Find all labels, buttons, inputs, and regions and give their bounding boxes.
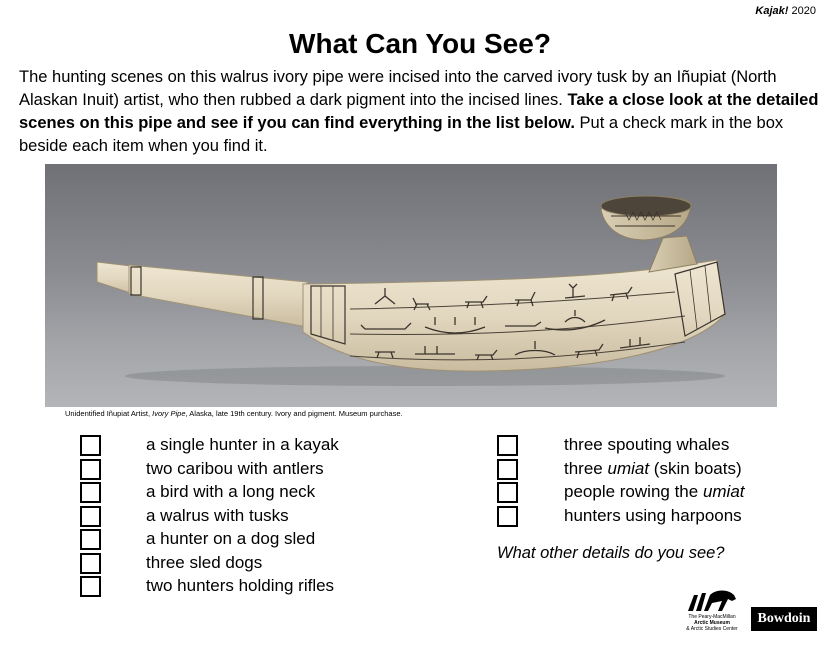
caption-details: , Alaska, late 19th century. Ivory and pigment. Museum purchase. <box>185 409 403 418</box>
checklist-item[interactable] <box>80 434 380 458</box>
checklist-item-label: a bird with a long neck <box>146 482 316 501</box>
checklist-item-label: three sled dogs <box>146 552 263 572</box>
museum-name-line: Arctic Museum <box>694 620 730 626</box>
checklist-item[interactable] <box>80 552 380 576</box>
checkbox[interactable] <box>497 435 518 456</box>
checklist-item[interactable] <box>497 481 797 505</box>
checklist-item-label: three spouting whales <box>564 435 730 454</box>
intro-directions: Put a check mark in the box beside each item when you find it. <box>19 114 784 155</box>
photo-caption <box>65 409 403 419</box>
museum-name <box>672 614 752 632</box>
checklist-item-label: two hunters holding rifles <box>146 576 335 595</box>
checklist-item[interactable] <box>80 458 380 482</box>
checklist-item[interactable] <box>497 434 797 458</box>
intro-paragraph <box>19 66 829 158</box>
checkbox[interactable] <box>80 576 101 597</box>
checklist-item[interactable] <box>80 505 380 529</box>
ivory-pipe-illustration <box>45 164 777 407</box>
checklist-item-label: two caribou with antlers <box>146 458 324 478</box>
label-em: umiat <box>607 458 650 478</box>
page-title: What Can You See? <box>289 28 551 59</box>
caption-artist: Unidentified Iñupiat Artist, <box>65 409 151 418</box>
brand-label: Kajak! <box>755 5 789 17</box>
label-pre: people rowing the <box>564 482 703 501</box>
label-post: (skin boats) <box>649 458 742 478</box>
header-tag <box>755 4 816 18</box>
checkbox[interactable] <box>497 459 518 480</box>
other-details-prompt: What other details do you see? <box>497 544 725 562</box>
checkbox[interactable] <box>80 506 101 527</box>
intro-instruction: Take a close look at the detailed scenes on this pipe and see if you can find everything in the list below. <box>19 91 819 132</box>
checklist-left <box>80 434 380 599</box>
museum-name-line: & Arctic Studies Center <box>686 626 738 632</box>
checkbox[interactable] <box>80 435 101 456</box>
checklist-item-label: hunters using harpoons <box>564 505 742 525</box>
checklist-item[interactable] <box>80 528 380 552</box>
year-label: 2020 <box>791 5 816 17</box>
label-pre: three <box>564 458 608 478</box>
checklist-item-label <box>564 481 745 502</box>
checklist-item[interactable] <box>80 481 380 505</box>
checklist-item-label: a hunter on a dog sled <box>146 529 316 548</box>
checklist-item-label <box>564 458 742 479</box>
checkbox[interactable] <box>80 482 101 503</box>
checkbox[interactable] <box>497 482 518 503</box>
checklist-item[interactable] <box>497 505 797 529</box>
checkbox[interactable] <box>80 529 101 550</box>
ivory-pipe-photo <box>45 164 777 407</box>
caption-title: Ivory Pipe <box>152 409 186 418</box>
checkbox[interactable] <box>80 459 101 480</box>
checklist-item-label: a single hunter in a kayak <box>146 435 339 454</box>
checkbox[interactable] <box>497 506 518 527</box>
museum-name-line: The Peary-MacMillan <box>688 614 736 620</box>
polar-bear-icon <box>682 585 742 615</box>
bowdoin-logo: Bowdoin <box>751 607 817 631</box>
intro-text: The hunting scenes on this walrus ivory pipe were incised into the carved ivory tusk by an Iñupiat (North Alaskan Inuit) artist, who then rubbed a dark pigment into the incised lines. <box>19 68 777 109</box>
checklist-right <box>497 434 797 528</box>
label-em: umiat <box>702 482 745 501</box>
checklist-item[interactable] <box>80 575 380 599</box>
checklist-item[interactable] <box>497 458 797 482</box>
checkbox[interactable] <box>80 553 101 574</box>
checklist-item-label: a walrus with tusks <box>146 505 289 525</box>
